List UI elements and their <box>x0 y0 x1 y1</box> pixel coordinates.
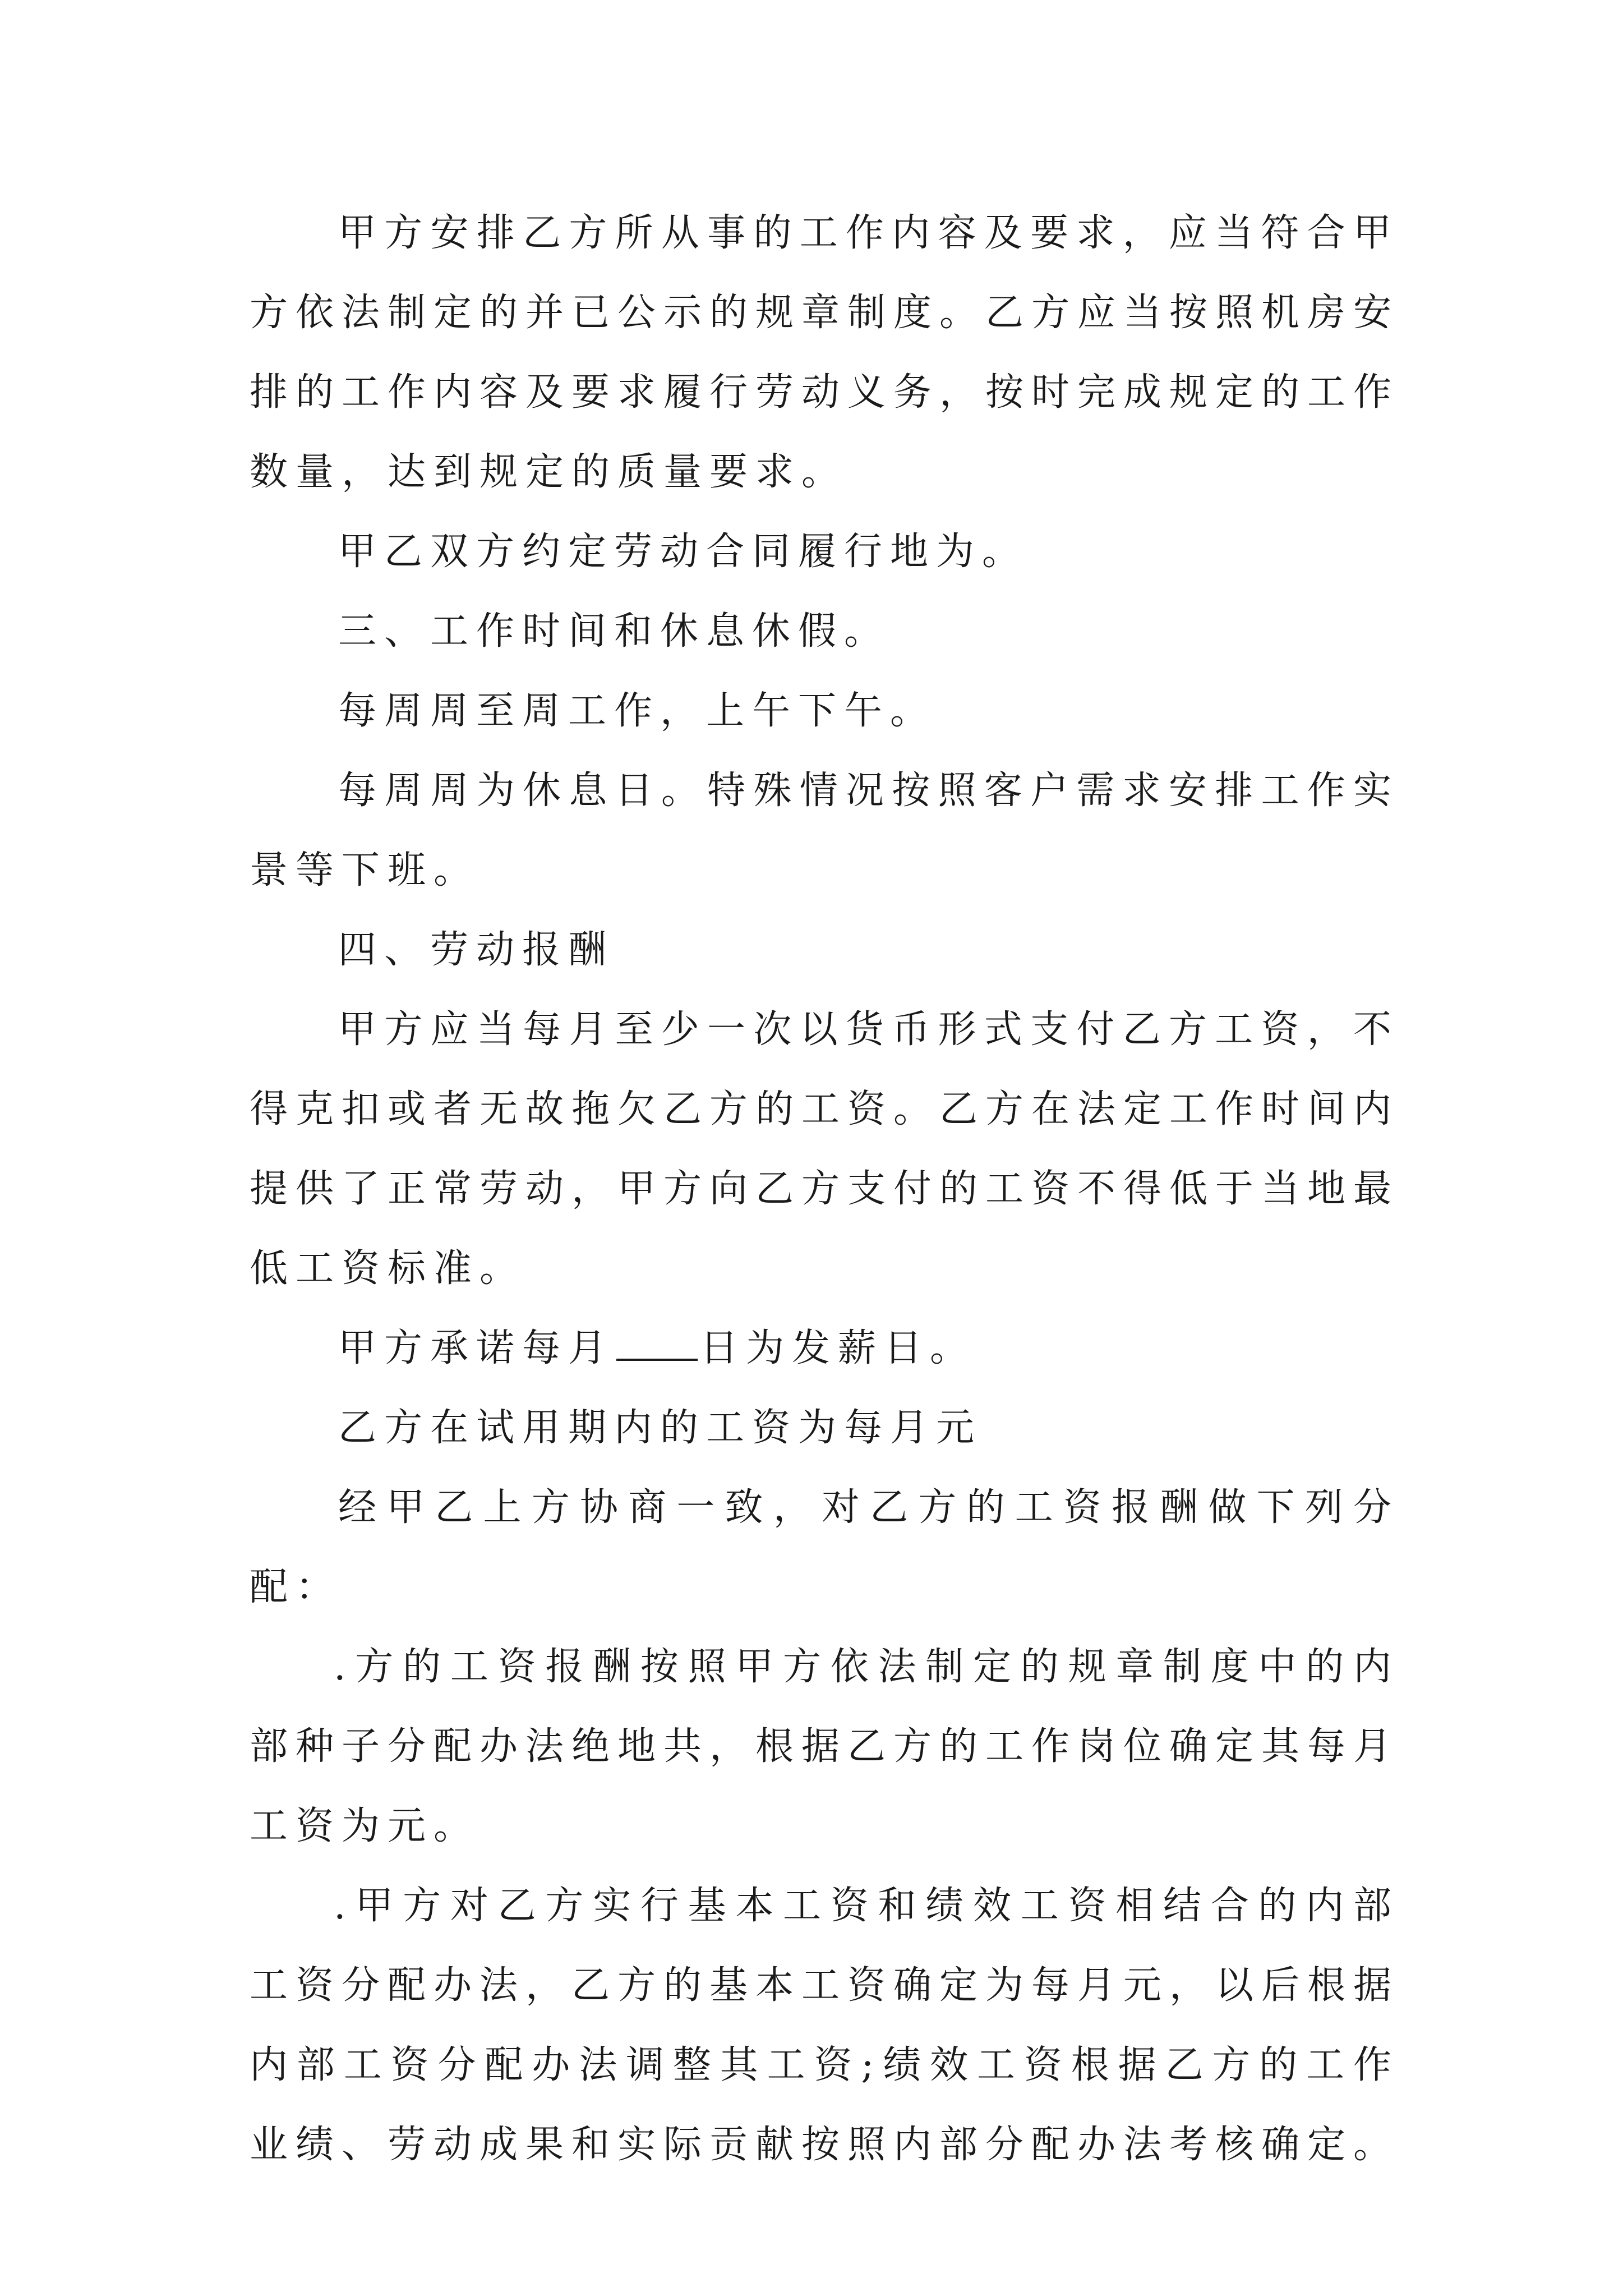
payday-blank-line <box>616 1324 698 1361</box>
paragraph-wage-agreement: 经甲乙上方协商一致，对乙方的工资报酬做下列分配： <box>250 1485 1399 1609</box>
document-body <box>250 194 1399 2185</box>
heading-remuneration: 四、劳动报酬 <box>338 928 615 972</box>
paragraph-wage-item-1: .方的工资报酬按照甲方依法制定的规章制度中的内部种子分配办法绝地共，根据乙方的工作岗位确定其每月工资为元。 <box>250 1645 1400 1848</box>
payday-text-before: 甲方承诺每月 <box>338 1326 615 1370</box>
paragraph-probation-wage: 乙方在试用期内的工资为每月元 <box>338 1406 983 1450</box>
paragraph-wage-payment: 甲方应当每月至少一次以货币形式支付乙方工资，不得克扣或者无故拖欠乙方的工资。乙方在法定工作时间内提供了正常劳动，甲方向乙方支付的工资不得低于当地最低工资标准。 <box>250 1007 1400 1291</box>
heading-work-hours: 三、工作时间和休息休假。 <box>338 609 891 654</box>
paragraph-work-content: 甲方安排乙方所从事的工作内容及要求，应当符合甲方依法制定的并已公示的规章制度。乙方应当按照机房安排的工作内容及要求履行劳动义务，按时完成规定的工作数量，达到规定的质量要求。 <box>250 211 1400 494</box>
paragraph-rest-days: 每周周为休息日。特殊情况按照客户需求安排工作实景等下班。 <box>250 769 1399 892</box>
paragraph-work-location: 甲乙双方约定劳动合同履行地为。 <box>338 530 1029 574</box>
paragraph-payday <box>250 1309 1399 1388</box>
paragraph-weekly-schedule: 每周周至周工作，上午下午。 <box>338 689 937 733</box>
paragraph-wage-item-2: .甲方对乙方实行基本工资和绩效工资相结合的内部工资分配办法，乙方的基本工资确定为每月元，以后根据内部工资分配办法调整其工资;绩效工资根据乙方的工作业绩、劳动成果和实际贡献按照内部分配办法考核确定。 <box>250 1884 1400 2167</box>
payday-text-after: 日为发薪日。 <box>700 1326 976 1370</box>
